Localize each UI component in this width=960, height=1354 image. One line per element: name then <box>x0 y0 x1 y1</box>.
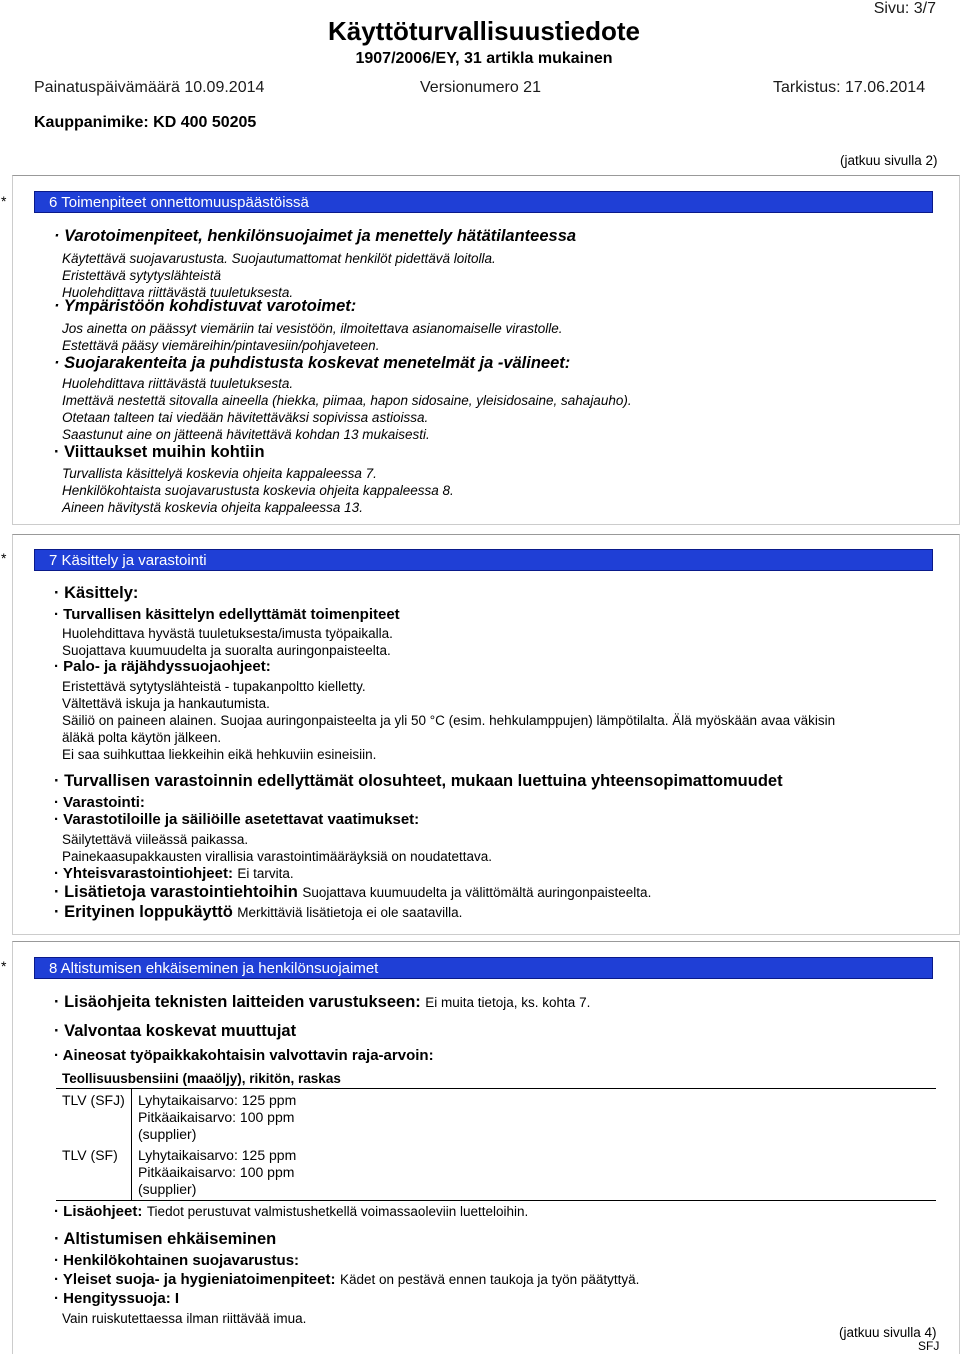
text-line: Suojattava kuumuudelta ja suoralta auringonpaisteelta. <box>62 643 391 658</box>
technical-equipment: · Lisäohjeita teknisten laitteiden varustukseen: Ei muita tietoja, ks. kohta 7. <box>54 993 591 1011</box>
text-line: Vain ruiskutettaessa ilman riittävää imua. <box>62 1311 307 1326</box>
trade-name-label: Kauppanimike: <box>34 114 149 131</box>
tlv-source: (supplier) <box>138 1126 197 1142</box>
revision-star: * <box>1 958 7 974</box>
tlv-label: TLV (SFJ) <box>62 1092 125 1108</box>
heading-exposure-controls: · Altistumisen ehkäiseminen <box>54 1230 277 1248</box>
tlv-long-term: Pitkäaikaisarvo: 100 ppm <box>138 1109 295 1125</box>
heading-precautions: · Varotoimenpiteet, henkilönsuojaimet ja menettely hätätilanteessa <box>54 227 577 245</box>
text-line: Aineen hävitystä koskevia ohjeita kappaleessa 13. <box>62 500 363 515</box>
heading-limit-values: · Aineosat työpaikkakohtaisin valvottavin raja-arvoin: <box>54 1047 434 1064</box>
text-line: Estettävä pääsy viemäreihin/pintavesiin/pohjaveteen. <box>62 338 380 353</box>
table-divider <box>56 1088 936 1089</box>
section-8-heading: 8 Altistumisen ehkäiseminen ja henkilönsuojaimet <box>34 957 933 979</box>
heading-storage-requirements: · Varastotiloille ja säiliöille asetettavat vaatimukset: <box>54 811 420 828</box>
document-subtitle: 1907/2006/EY, 31 artikla mukainen <box>355 50 613 67</box>
heading-fire-protection: · Palo- ja räjähdyssuojaohjeet: <box>54 658 271 675</box>
text-line: Otetaan talteen tai viedään hävitettäväksi sopivissa astioissa. <box>62 410 429 425</box>
table-divider <box>56 1200 936 1201</box>
text-line: Huolehdittava riittävästä tuuletuksesta. <box>62 285 294 300</box>
page-number: Sivu: 3/7 <box>873 0 936 17</box>
trade-name <box>34 114 256 132</box>
text-line: Säilytettävä viileässä paikassa. <box>62 832 249 847</box>
tlv-label: TLV (SF) <box>62 1147 118 1163</box>
revision-date: Tarkistus: 17.06.2014 <box>773 79 926 96</box>
text-line: Henkilökohtaista suojavarustusta koskevia ohjeita kappaleessa 8. <box>62 483 454 498</box>
text-line: Saastunut aine on jätteenä hävitettävä kohdan 13 mukaisesti. <box>62 427 430 442</box>
tlv-short-term: Lyhytaikaisarvo: 125 ppm <box>138 1092 297 1108</box>
section-6-heading: 6 Toimenpiteet onnettomuuspäästöissä <box>34 191 933 213</box>
text-line: Säiliö on paineen alainen. Suojaa auringonpaisteelta ja yli 50 °C (esim. hehkulamppujen) lämpötilalta. Älä myöskään avaa väkisin <box>62 713 836 728</box>
revision-star: * <box>1 550 7 566</box>
text-line: Painekaasupakkausten virallisia varastointimääräyksiä on noudatettava. <box>62 849 492 864</box>
trade-name-value: KD 400 50205 <box>153 114 257 131</box>
tlv-source: (supplier) <box>138 1181 197 1197</box>
section-7-heading: 7 Käsittely ja varastointi <box>34 549 933 571</box>
heading-environment: · Ympäristöön kohdistuvat varotoimet: <box>54 297 357 315</box>
specific-end-use: · Erityinen loppukäyttö Merkittäviä lisätietoja ei ole saatavilla. <box>54 903 463 921</box>
text-line: Käytettävä suojavarustusta. Suojautumattomat henkilöt pidettävä loitolla. <box>62 251 496 266</box>
continued-from: (jatkuu sivulla 2) <box>840 153 938 168</box>
heading-ppe: · Henkilökohtainen suojavarustus: <box>54 1252 300 1269</box>
tlv-short-term: Lyhytaikaisarvo: 125 ppm <box>138 1147 297 1163</box>
print-date: Painatuspäivämäärä 10.09.2014 <box>34 79 265 96</box>
heading-references: · Viittaukset muihin kohtiin <box>54 443 265 461</box>
text-line: Turvallista käsittelyä koskevia ohjeita kappaleessa 7. <box>62 466 377 481</box>
table-column-divider <box>131 1089 132 1201</box>
heading-cleanup: · Suojarakenteita ja puhdistusta koskevat menetelmät ja -välineet: <box>54 354 571 372</box>
heading-safe-handling: · Turvallisen käsittelyn edellyttämät toimenpiteet <box>54 606 400 623</box>
heading-storage-conditions: · Turvallisen varastoinnin edellyttämät olosuhteet, mukaan luettuina yhteensopimattomuudet <box>54 772 783 790</box>
text-line: Huolehdittava hyvästä tuuletuksesta/imusta työpaikalla. <box>62 626 393 641</box>
heading-control-parameters: · Valvontaa koskevat muuttujat <box>54 1022 297 1040</box>
text-line: Vältettävä iskuja ja hankautumista. <box>62 696 270 711</box>
heading-respiratory: · Hengityssuoja: I <box>54 1290 180 1307</box>
version-number: Versionumero 21 <box>420 79 541 96</box>
storage-info: · Lisätietoja varastointiehtoihin Suojattava kuumuudelta ja välittömältä auringonpaisteelta. <box>54 883 652 901</box>
document-title: Käyttöturvallisuustiedote <box>327 16 641 46</box>
joint-storage: · Yhteisvarastointiohjeet: Ei tarvita. <box>54 865 294 882</box>
text-line: Eristettävä sytytyslähteistä - tupakanpoltto kielletty. <box>62 679 366 694</box>
continued-to: (jatkuu sivulla 4) <box>839 1325 937 1340</box>
tlv-long-term: Pitkäaikaisarvo: 100 ppm <box>138 1164 295 1180</box>
text-line: äläkä polta käytön jälkeen. <box>62 730 222 745</box>
heading-handling: · Käsittely: <box>54 584 139 602</box>
language-code: SFJ <box>918 1339 940 1353</box>
additional-info: · Lisäohjeet: Tiedot perustuvat valmistushetkellä voimassaoleviin luetteloihin. <box>54 1203 529 1220</box>
text-line: Ei saa suihkuttaa liekkeihin eikä hehkuviin esineisiin. <box>62 747 377 762</box>
text-line: Huolehdittava riittävästä tuuletuksesta. <box>62 376 294 391</box>
revision-star: * <box>1 193 7 209</box>
text-line: Jos ainetta on päässyt viemäriin tai vesistöön, ilmoitettava asianomaiselle virastolle. <box>62 321 563 336</box>
text-line: Imettävä nestettä sitovalla aineella (hiekka, piimaa, hapon sidosaine, yleisidosaine, sahajauho). <box>62 393 632 408</box>
heading-storage: · Varastointi: <box>54 794 145 811</box>
hygiene-measures: · Yleiset suoja- ja hygieniatoimenpiteet: Kädet on pestävä ennen taukoja ja työn päätyttyä. <box>54 1271 640 1288</box>
substance-name: Teollisuusbensiini (maaöljy), rikitön, raskas <box>62 1071 341 1086</box>
text-line: Eristettävä sytytyslähteistä <box>62 268 222 283</box>
